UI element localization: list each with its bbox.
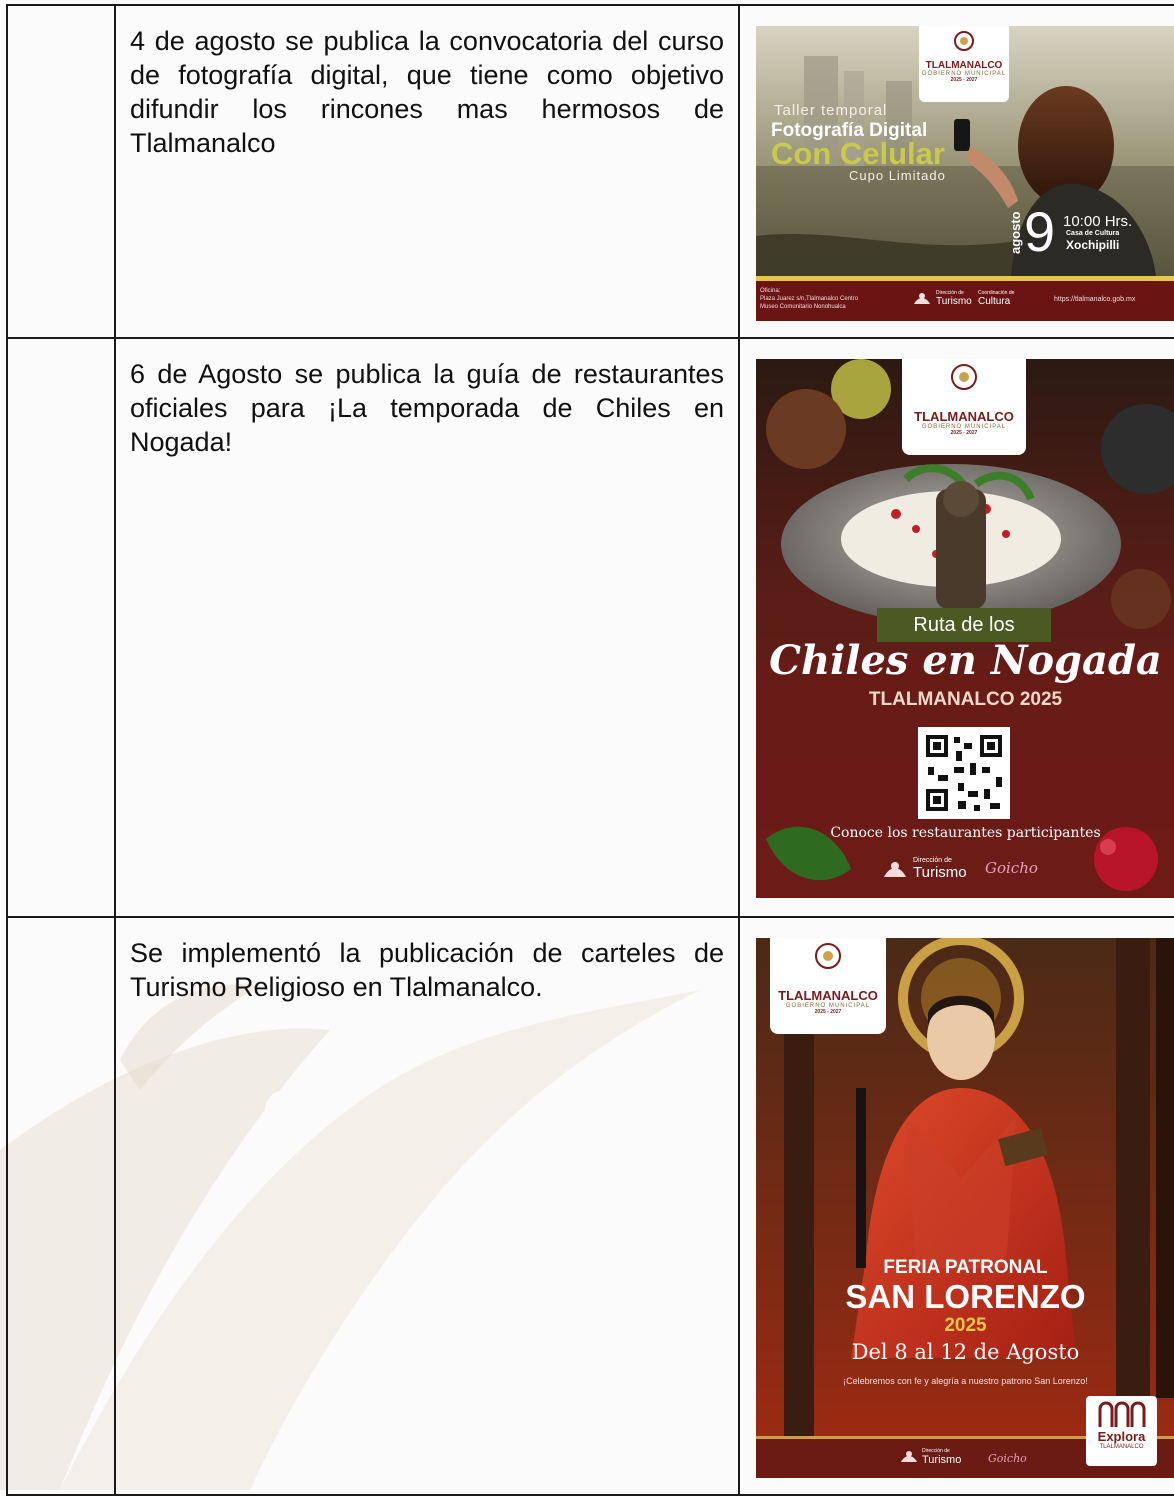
logo-name: TLALMANALCO [778,988,878,1003]
description-text: 4 de agosto se publica la convocatoria del curso de fotografía digital, que tiene como objetivo difundir los rincones mas hermosos de Tlalmanalco [130,26,724,158]
hands-logo-icon [912,292,932,306]
content-table [6,4,1174,1496]
description-cell [115,5,739,338]
description-text: 6 de Agosto se publica la guía de restaurantes oficiales para ¡La temporada de Chiles en Nogada! [130,359,724,457]
poster-venue-1: Casa de Cultura [1066,230,1120,237]
table-row [7,5,1174,338]
poster-dept-1 [936,290,972,307]
arches-icon [1097,1399,1147,1429]
poster-kicker: FERIA PATRONAL [883,1257,1048,1278]
poster-dept [913,857,967,881]
hands-logo-icon [899,1450,919,1464]
municipal-logo [770,938,886,1034]
photography-workshop-poster [756,26,1174,321]
dept-2-small: Coordinación de [978,290,1015,296]
poster-dept-2 [978,290,1014,307]
dept-small: Dirección de [913,857,952,864]
badge-title: Explora [1097,1429,1146,1444]
municipal-logo [902,359,1026,455]
poster-ribbon: Ruta de los [877,608,1051,642]
poster-office [760,287,858,311]
blank-cell [7,917,115,1495]
poster-day: 9 [1024,200,1056,263]
poster-title-2: Con Celular [771,136,945,171]
table-row [7,338,1174,917]
poster-title: Chiles en Nogada [769,637,1162,684]
poster-cell [739,5,1174,338]
logo-years: 2025 - 2027 [814,1009,842,1015]
poster-cell [739,338,1174,917]
office-line-1: Plaza Juarez s/n,Tlalmanalco Centro [760,296,859,302]
description-text: Se implementó la publicación de carteles de Turismo Religioso en Tlalmanalco. [130,938,724,1002]
crest-icon [950,363,978,391]
chiles-en-nogada-poster [756,359,1174,898]
logo-name: TLALMANALCO [914,409,1014,424]
description-cell [115,917,739,1495]
logo-subtitle: GOBIERNO MUNICIPAL [921,71,1007,77]
poster-kicker: Taller temporal [774,102,888,119]
dept-1-name: Turismo [936,296,972,307]
explora-badge [1086,1396,1157,1466]
poster-cupo: Cupo Limitado [849,168,946,183]
poster-signature: Goicho [988,1452,1027,1465]
poster-dates: Del 8 al 12 de Agosto [851,1340,1080,1364]
dept-name: Turismo [913,864,967,881]
poster-month: agosto [1008,211,1023,254]
dept-name: Turismo [922,1454,962,1466]
san-lorenzo-poster [756,938,1174,1478]
poster-url: https://tlalmanalco.gob.mx [1054,296,1136,303]
hands-logo-icon [882,861,908,879]
badge-subtitle: TLALMANALCO [1099,1444,1144,1450]
blank-cell [7,5,115,338]
dept-2-name: Cultura [978,296,1011,307]
crest-icon [814,942,842,970]
dept-1-small: Dirección de [936,290,964,296]
crest-icon [953,30,975,52]
office-line-2: Museo Comunitario Nonohualca [760,304,846,310]
poster-subtitle: TLALMANALCO 2025 [868,689,1063,710]
logo-name: TLALMANALCO [925,60,1003,71]
logo-subtitle: GOBIERNO MUNICIPAL [921,424,1007,430]
poster-title: SAN LORENZO [845,1278,1086,1315]
poster-dept [922,1448,961,1466]
description-cell [115,338,739,917]
logo-years: 2025 - 2027 [950,77,978,83]
office-label: Oficina: [760,288,781,294]
blank-cell [7,338,115,917]
municipal-logo [919,26,1009,102]
poster-signature: Goicho [985,859,1038,877]
logo-years: 2025 - 2027 [950,430,978,436]
poster-year: 2025 [944,1315,987,1336]
poster-cell [739,917,1174,1495]
qr-code-icon [918,727,1010,819]
poster-caption: Conoce los restaurantes participantes [830,825,1101,841]
poster-title: Fotografía Digital [771,120,928,141]
logo-subtitle: GOBIERNO MUNICIPAL [785,1003,871,1009]
table-row [7,917,1174,1495]
poster-tagline: ¡Celebremos con fe y alegría a nuestro patrono San Lorenzo! [843,1376,1088,1386]
dept-small: Dirección de [922,1448,950,1454]
poster-time: 10:00 Hrs. [1063,213,1133,230]
poster-venue-2: Xochipilli [1066,238,1120,252]
